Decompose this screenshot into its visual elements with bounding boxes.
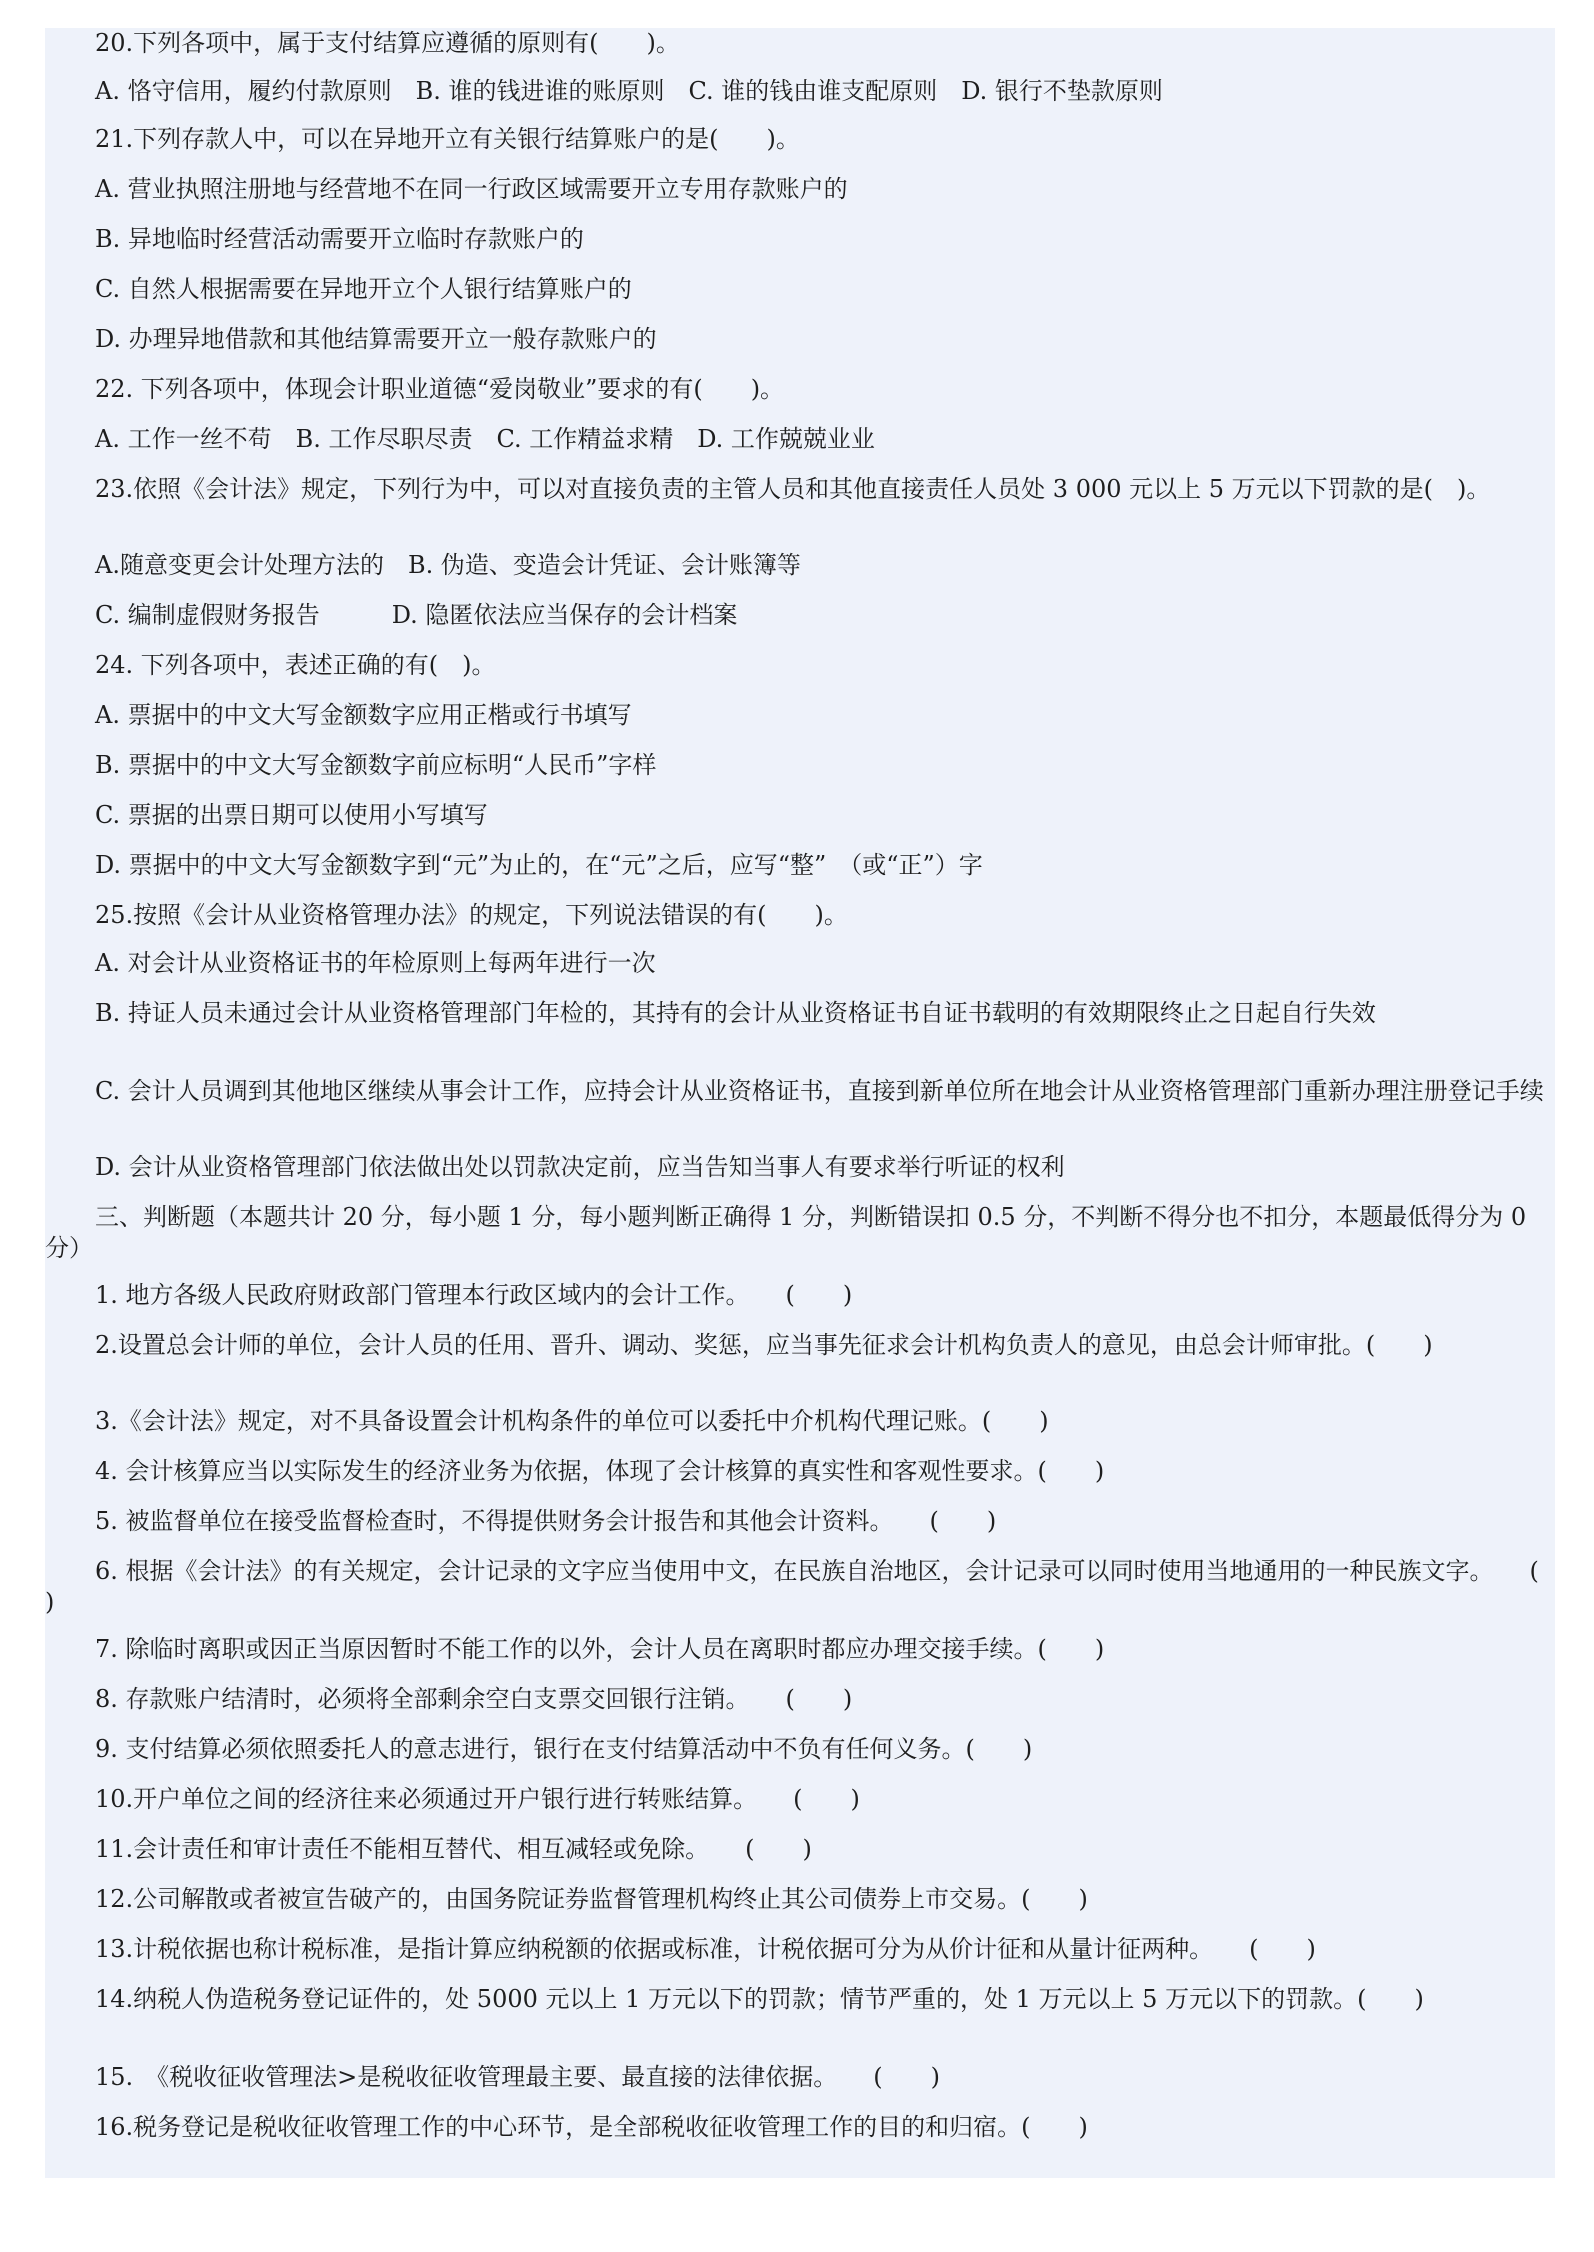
document-line: 三、判断题（本题共计 20 分，每小题 1 分，每小题判断正确得 1 分，判断错误扣 0.5 分，不判断不得分也不扣分，本题最低得分为 0 分） [45,1203,1527,1262]
document-line: C. 编制虚假财务报告 D. 隐匿依法应当保存的会计档案 [95,601,738,629]
document-line: 24. 下列各项中，表述正确的有( )。 [95,651,496,679]
document-line: D. 办理异地借款和其他结算需要开立一般存款账户的 [95,325,657,353]
document-line: A. 恪守信用，履约付款原则 B. 谁的钱进谁的账原则 C. 谁的钱由谁支配原则 D. 银行不垫款原则 [95,77,1163,105]
document-line: B. 持证人员未通过会计从业资格管理部门年检的，其持有的会计从业资格证书自证书载明的有效期限终止之日起自行失效 [95,999,1376,1027]
document-line: 15. 《税收征收管理法>是税收征收管理最主要、最直接的法律依据。 ( ) [95,2063,941,2091]
document-line: C. 会计人员调到其他地区继续从事会计工作，应持会计从业资格证书，直接到新单位所在地会计从业资格管理部门重新办理注册登记手续 [95,1077,1544,1105]
document-line: 20.下列各项中，属于支付结算应遵循的原则有( )。 [95,29,680,57]
document-line: 10.开户单位之间的经济往来必须通过开户银行进行转账结算。 ( ) [95,1785,860,1813]
document-line: 23.依照《会计法》规定，下列行为中，可以对直接负责的主管人员和其他直接责任人员处 3 000 元以上 5 万元以下罚款的是( )。 [95,475,1491,503]
document-line: C. 票据的出票日期可以使用小写填写 [95,801,488,829]
document-line: A. 对会计从业资格证书的年检原则上每两年进行一次 [95,949,656,977]
document-line: 4. 会计核算应当以实际发生的经济业务为依据，体现了会计核算的真实性和客观性要求。( ) [95,1457,1105,1485]
document-line: A. 工作一丝不苟 B. 工作尽职尽责 C. 工作精益求精 D. 工作兢兢业业 [95,425,875,453]
document-line: A.随意变更会计处理方法的 B. 伪造、变造会计凭证、会计账簿等 [95,551,801,579]
document-line: 1. 地方各级人民政府财政部门管理本行政区域内的会计工作。 ( ) [95,1281,853,1309]
document-line: 2.设置总会计师的单位，会计人员的任用、晋升、调动、奖惩，应当事先征求会计机构负责人的意见，由总会计师审批。( ) [95,1331,1433,1359]
document-line: 9. 支付结算必须依照委托人的意志进行，银行在支付结算活动中不负有任何义务。( ) [95,1735,1033,1763]
document-line: 14.纳税人伪造税务登记证件的，处 5000 元以上 1 万元以下的罚款；情节严重的，处 1 万元以上 5 万元以下的罚款。( ) [95,1985,1424,2013]
document-line: 12.公司解散或者被宣告破产的，由国务院证券监督管理机构终止其公司债券上市交易。( ) [95,1885,1088,1913]
document-line: 25.按照《会计从业资格管理办法》的规定，下列说法错误的有( )。 [95,901,848,929]
document-line: 16.税务登记是税收征收管理工作的中心环节，是全部税收征收管理工作的目的和归宿。( ) [95,2113,1088,2141]
document-line: B. 异地临时经营活动需要开立临时存款账户的 [95,225,584,253]
document-line: 3.《会计法》规定，对不具备设置会计机构条件的单位可以委托中介机构代理记账。( ) [95,1407,1049,1435]
document-line: 8. 存款账户结清时，必须将全部剩余空白支票交回银行注销。 ( ) [95,1685,853,1713]
document-line: 22. 下列各项中，体现会计职业道德“爱岗敬业”要求的有( )。 [95,375,785,403]
document-line: 6. 根据《会计法》的有关规定，会计记录的文字应当使用中文，在民族自治地区，会计记录可以同时使用当地通用的一种民族文字。 ( ) [45,1557,1587,1616]
document-line: 7. 除临时离职或因正当原因暂时不能工作的以外，会计人员在离职时都应办理交接手续。( ) [95,1635,1105,1663]
document-line: 21.下列存款人中，可以在异地开立有关银行结算账户的是( )。 [95,125,800,153]
document-line: 5. 被监督单位在接受监督检查时，不得提供财务会计报告和其他会计资料。 ( ) [95,1507,997,1535]
document-line: 13.计税依据也称计税标准，是指计算应纳税额的依据或标准，计税依据可分为从价计征和从量计征两种。 ( ) [95,1935,1316,1963]
document-page [45,28,1587,2178]
document-line: 11.会计责任和审计责任不能相互替代、相互减轻或免除。 ( ) [95,1835,812,1863]
document-line: D. 会计从业资格管理部门依法做出处以罚款决定前，应当告知当事人有要求举行听证的权利 [95,1153,1065,1181]
document-line: A. 票据中的中文大写金额数字应用正楷或行书填写 [95,701,632,729]
document-line: B. 票据中的中文大写金额数字前应标明“人民币”字样 [95,751,657,779]
document-line: C. 自然人根据需要在异地开立个人银行结算账户的 [95,275,632,303]
document-line: D. 票据中的中文大写金额数字到“元”为止的，在“元”之后，应写“整” （或“正”）字 [95,851,983,879]
document-line: A. 营业执照注册地与经营地不在同一行政区域需要开立专用存款账户的 [95,175,848,203]
